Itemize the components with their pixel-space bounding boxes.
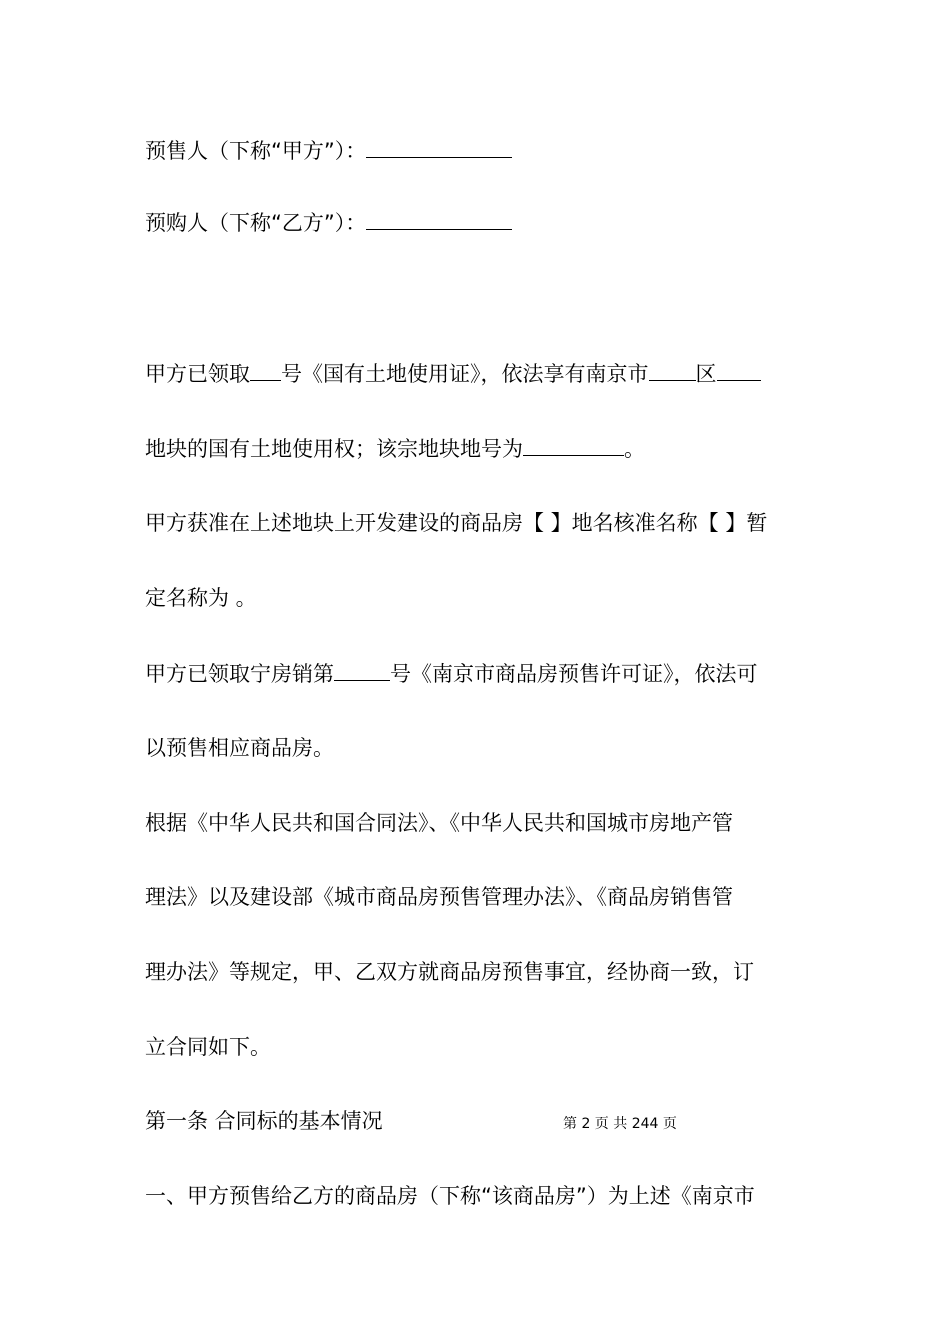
legal-basis-line-2: 理法》以及建设部《城市商品房预售管理办法》、《商品房销售管 bbox=[145, 885, 733, 909]
plot-blank[interactable] bbox=[717, 360, 761, 381]
district-blank[interactable] bbox=[649, 360, 696, 381]
article-1-title: 第一条 合同标的基本情况 bbox=[145, 1109, 383, 1133]
seller-name-blank[interactable] bbox=[366, 137, 512, 158]
presale-permit-line-2: 以预售相应商品房。 bbox=[145, 736, 334, 760]
land-cert-number-blank[interactable] bbox=[250, 360, 281, 381]
permit-text-b: 号《南京市商品房预售许可证》，依法可 bbox=[390, 662, 758, 686]
legal-basis-line-1: 根据《中华人民共和国合同法》、《中华人民共和国城市房地产管 bbox=[145, 811, 733, 835]
page-indicator: 第 2 页 共 244 页 bbox=[563, 1116, 677, 1132]
presale-permit-line-1 bbox=[145, 659, 758, 689]
seller-line bbox=[145, 136, 512, 166]
article-1-item-1-line-1: 一、甲方预售给乙方的商品房（下称“该商品房”）为上述《南京市 bbox=[145, 1184, 755, 1208]
permit-text-a: 甲方已领取宁房销第 bbox=[145, 662, 334, 686]
land-cert-line-2 bbox=[145, 434, 645, 464]
land-cert-line-1 bbox=[145, 359, 761, 389]
seller-label: 预售人（下称“甲方”）： bbox=[145, 139, 367, 163]
buyer-name-blank[interactable] bbox=[366, 209, 512, 230]
legal-basis-line-4: 立合同如下。 bbox=[145, 1035, 271, 1059]
plot-number-blank[interactable] bbox=[523, 435, 624, 456]
permit-number-blank[interactable] bbox=[334, 660, 390, 681]
plot-number-end: 。 bbox=[624, 437, 645, 461]
project-name-line-1: 甲方获准在上述地块上开发建设的商品房【 】地名核准名称【 】暂 bbox=[145, 511, 768, 535]
land-text-a: 甲方已领取 bbox=[145, 362, 250, 386]
buyer-line bbox=[145, 208, 512, 238]
land-text-b: 号《国有土地使用证》，依法享有南京市 bbox=[281, 362, 649, 386]
legal-basis-line-3: 理办法》等规定，甲、乙双方就商品房预售事宜，经协商一致，订 bbox=[145, 960, 754, 984]
plot-number-text: 地块的国有土地使用权；该宗地块地号为 bbox=[145, 437, 523, 461]
land-text-c: 区 bbox=[695, 362, 717, 386]
project-name-line-2: 定名称为 。 bbox=[145, 586, 257, 610]
buyer-label: 预购人（下称“乙方”）： bbox=[145, 211, 367, 235]
